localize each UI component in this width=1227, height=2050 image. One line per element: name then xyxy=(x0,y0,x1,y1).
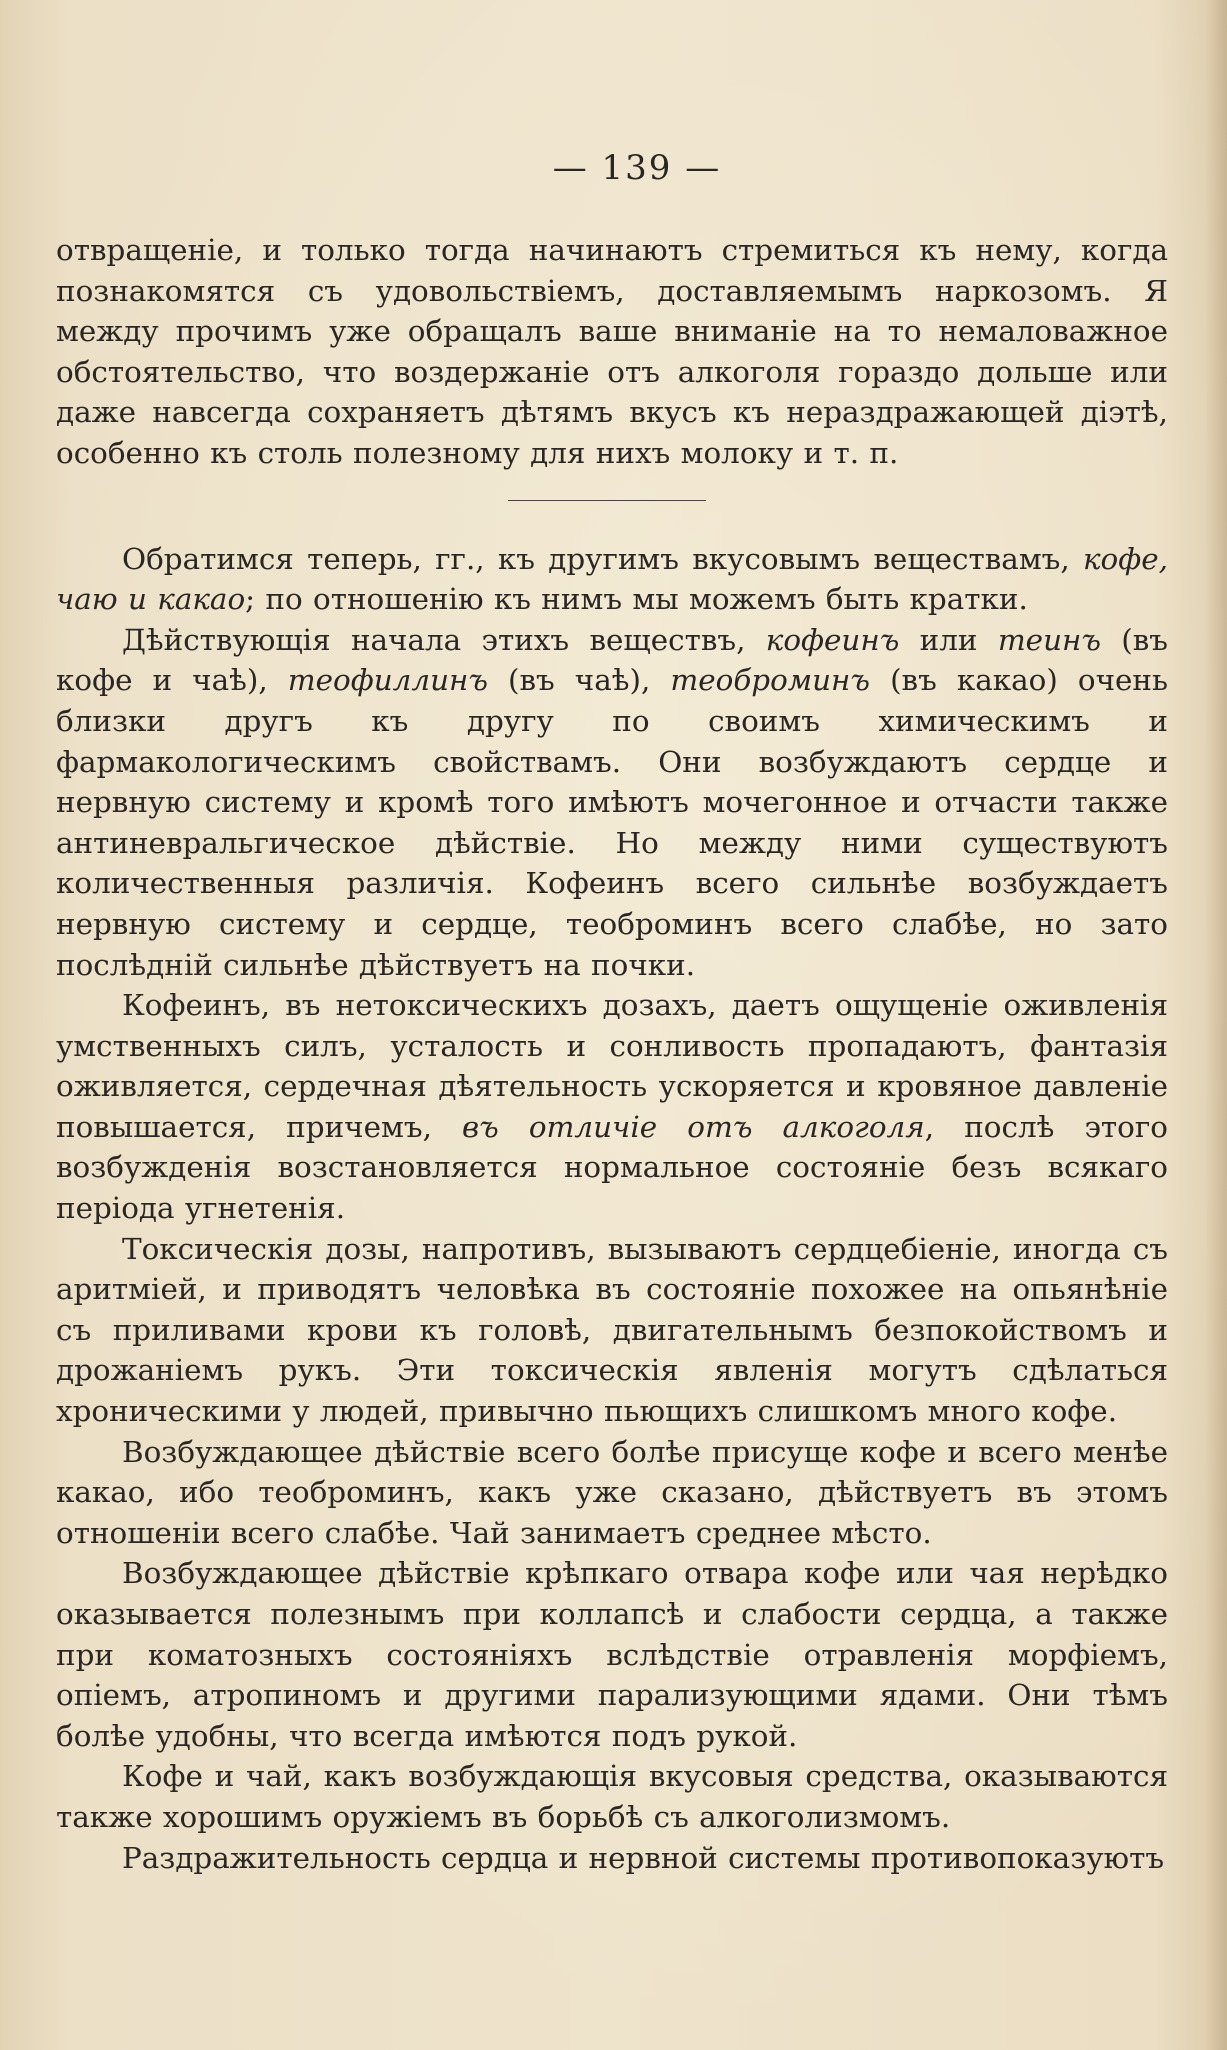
paragraph-3 xyxy=(56,620,1168,985)
text-run: Возбуждающее дѣйствіе крѣпкаго отвара кофе или чая нерѣдко оказывается полезнымъ при коллапсѣ и слабости сердца, а также при коматозныхъ состояніяхъ вслѣдствіе отравленія морфіемъ, опіемъ, атропиномъ и другими парализующими ядами. Они тѣмъ болѣе удобны, что всегда имѣются подъ рукой. xyxy=(56,1556,1168,1753)
text-run: ; по отношенію къ нимъ мы можемъ быть кратки. xyxy=(245,582,1028,617)
page-edge-shadow xyxy=(1205,0,1227,2050)
paragraph-4 xyxy=(56,985,1168,1229)
italic-term: кофеинъ xyxy=(765,622,900,657)
paragraph-9 xyxy=(56,1838,1168,1879)
text-run: (въ чаѣ), xyxy=(487,663,671,698)
italic-term: въ отличіе отъ алкоголя xyxy=(462,1109,925,1144)
text-run: или xyxy=(899,622,998,657)
section-divider xyxy=(508,500,706,501)
page-text xyxy=(56,148,1168,1878)
text-run: Возбуждающее дѣйствіе всего болѣе присуще кофе и всего менѣе какао, ибо теоброминъ, какъ уже сказано, дѣйствуетъ въ этомъ отношеніи всего слабѣе. Чай занимаетъ среднее мѣсто. xyxy=(56,1434,1168,1550)
paragraph-1 xyxy=(56,230,1168,474)
paragraph-2 xyxy=(56,539,1168,620)
paragraph-8 xyxy=(56,1756,1168,1837)
paragraph-5 xyxy=(56,1229,1168,1432)
paragraph-7 xyxy=(56,1553,1168,1756)
text-run: Кофеинъ, въ нетоксическихъ дозахъ, даетъ ощущеніе оживленія умственныхъ силъ, усталость и сонливость пропадаютъ, фантазія оживляется, сердечная дѣятельность ускоряется и кровяное давленіе повышается, причемъ, xyxy=(56,988,1168,1144)
italic-term: теоброминъ xyxy=(670,663,871,698)
text-run: (въ кофе и чаѣ), xyxy=(56,622,1168,698)
italic-term: кофе, чаю и какао xyxy=(56,541,1168,617)
italic-term: теинъ xyxy=(997,622,1101,657)
text-run: Кофе и чай, какъ возбуждающія вкусовыя средства, оказываются также хорошимъ оружіемъ въ борьбѣ съ алкоголизмомъ. xyxy=(56,1759,1168,1834)
page-number: — 139 — xyxy=(552,148,722,188)
text-run: (въ какао) очень близки другъ къ другу по своимъ химическимъ и фармакологическимъ свойствамъ. Они возбуждаютъ сердце и нервную систему и кромѣ того имѣютъ мочегонное и отчасти также антиневральгическое дѣйствіе. Но между ними существуютъ количественныя различія. Кофеинъ всего сильнѣе возбуждаетъ нервную систему и сердце, теоброминъ всего слабѣе, но зато послѣдній сильнѣе дѣйствуетъ на почки. xyxy=(56,663,1168,982)
text-run: Дѣйствующія начала этихъ веществъ, xyxy=(122,622,766,657)
text-run: Обратимся теперь, гг., къ другимъ вкусовымъ веществамъ, xyxy=(122,541,1083,576)
text-run: , послѣ этого возбужденія возстановляется нормальное состояніе безъ всякаго періода угнетенія. xyxy=(56,1109,1168,1226)
text-run: Токсическія дозы, напротивъ, вызываютъ сердцебіеніе, иногда съ аритміей, и приводятъ человѣка въ состояніе похожее на опьянѣніе съ приливами крови къ головѣ, двигательнымъ безпокойствомъ и дрожаніемъ рукъ. Эти токсическія явленія могутъ сдѣлаться хроническими у людей, привычно пьющихъ слишкомъ много кофе. xyxy=(56,1231,1168,1429)
italic-term: теофиллинъ xyxy=(287,663,488,698)
text-run: Раздражительность сердца и нервной системы противопоказуютъ xyxy=(122,1840,1165,1875)
paragraph-6 xyxy=(56,1432,1168,1554)
text-run: отвращеніе, и только тогда начинаютъ стремиться къ нему, когда познакомятся съ удовольствіемъ, доставляемымъ наркозомъ. Я между прочимъ уже обращалъ ваше вниманіе на то немаловажное обстоятельство, что воздержаніе отъ алкоголя гораздо дольше или даже навсегда сохраняетъ дѣтямъ вкусъ къ нераздражающей діэтѣ, особенно къ столь полезному для нихъ молоку и т. п. xyxy=(56,233,1168,470)
